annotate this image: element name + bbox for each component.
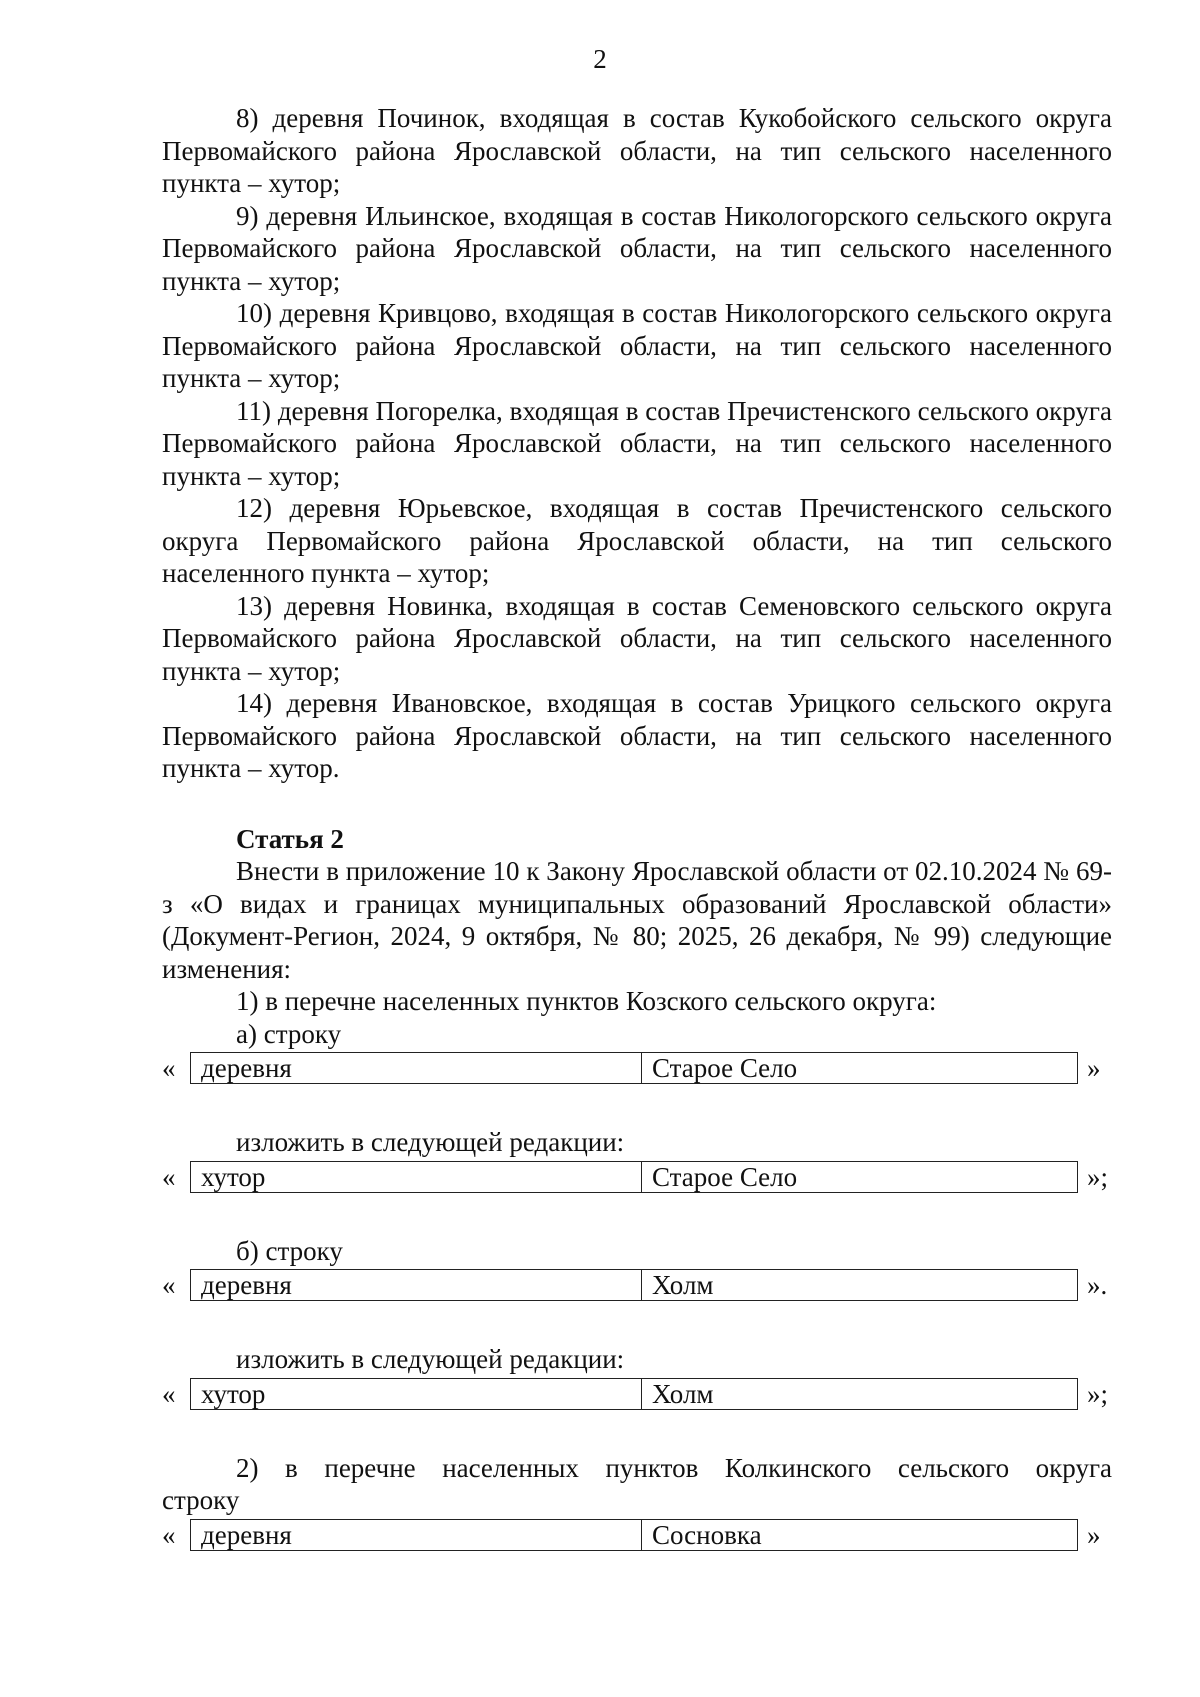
settlement-type: деревня	[191, 1520, 642, 1550]
table-row-b-new	[162, 1378, 1112, 1412]
list-item-9: 9) деревня Ильинское, входящая в состав Никологорского сельского округа Первомайского района Ярославской области, на тип сельского населенного пункта – хутор;	[162, 200, 1112, 296]
close-quote: »;	[1087, 1378, 1109, 1409]
settlement-table	[190, 1519, 1078, 1551]
open-quote: «	[162, 1378, 176, 1409]
list-item-13: 13) деревня Новинка, входящая в состав Семеновского сельского округа Первомайского района Ярославской области, на тип сельского населенного пункта – хутор;	[162, 590, 1112, 686]
open-quote: «	[162, 1270, 176, 1300]
close-quote: »	[1087, 1053, 1101, 1083]
settlement-name: Сосновка	[652, 1519, 762, 1550]
close-quote: »	[1087, 1519, 1101, 1550]
sub-a: а) строку	[236, 1018, 342, 1049]
settlement-table	[190, 1161, 1078, 1193]
point-2-text: 2) в перечне населенных пунктов Колкинского сельского округа	[236, 1452, 1112, 1483]
edit-a-label: изложить в следующей редакции:	[236, 1127, 625, 1157]
list-item-8: 8) деревня Починок, входящая в состав Кукобойского сельского округа Первомайского района Ярославской области, на тип сельского населенного пункта – хутор;	[162, 103, 1112, 198]
point-2	[162, 1452, 1112, 1485]
article-intro: Внести в приложение 10 к Закону Ярославской области от 02.10.2024 № 69-з «О видах и границах муниципальных образований Ярославской области» (Документ-Регион, 2024, 9 октября, № 80; 2025, 26 декабря, № 99) следующие изменения:	[162, 856, 1112, 984]
close-quote: »;	[1087, 1161, 1109, 1192]
page-number: 2	[593, 44, 607, 74]
settlement-type: деревня	[191, 1053, 642, 1083]
list-item-14: 14) деревня Ивановское, входящая в состав Урицкого сельского округа Первомайского района Ярославской области, на тип сельского населенного пункта – хутор.	[162, 688, 1112, 783]
edit-b-label: изложить в следующей редакции:	[236, 1344, 625, 1374]
settlement-type: хутор	[191, 1379, 642, 1409]
settlement-name: Старое Село	[652, 1053, 798, 1083]
article-heading: Статья 2	[236, 823, 344, 854]
open-quote: «	[162, 1053, 176, 1083]
settlement-table	[190, 1269, 1078, 1301]
table-row-b-old	[162, 1269, 1112, 1303]
sub-b: б) строку	[236, 1235, 343, 1266]
table-row-c-old	[162, 1519, 1112, 1553]
settlement-type: деревня	[191, 1270, 642, 1300]
open-quote: «	[162, 1519, 176, 1550]
point-2-continued: строку	[162, 1485, 240, 1515]
list-item-12: 12) деревня Юрьевское, входящая в состав Пречистенского сельского округа Первомайского района Ярославской области, на тип сельского населенного пункта – хутор;	[162, 493, 1112, 588]
open-quote: «	[162, 1161, 176, 1192]
list-item-11: 11) деревня Погорелка, входящая в состав Пречистенского сельского округа Первомайского района Ярославской области, на тип сельского населенного пункта – хутор;	[162, 395, 1112, 491]
settlement-table	[190, 1052, 1078, 1084]
list-item-10: 10) деревня Кривцово, входящая в состав Никологорского сельского округа Первомайского района Ярославской области, на тип сельского населенного пункта – хутор;	[162, 298, 1112, 393]
settlement-name: Холм	[652, 1378, 714, 1409]
document-body	[162, 102, 1112, 1553]
settlement-name: Холм	[652, 1270, 714, 1300]
point-1: 1) в перечне населенных пунктов Козского сельского округа:	[236, 986, 937, 1016]
table-row-a-new	[162, 1161, 1112, 1195]
close-quote: ».	[1087, 1270, 1108, 1300]
settlement-type: хутор	[191, 1162, 642, 1192]
settlement-table	[190, 1378, 1078, 1410]
table-row-a-old	[162, 1052, 1112, 1086]
settlement-name: Старое Село	[652, 1161, 798, 1192]
